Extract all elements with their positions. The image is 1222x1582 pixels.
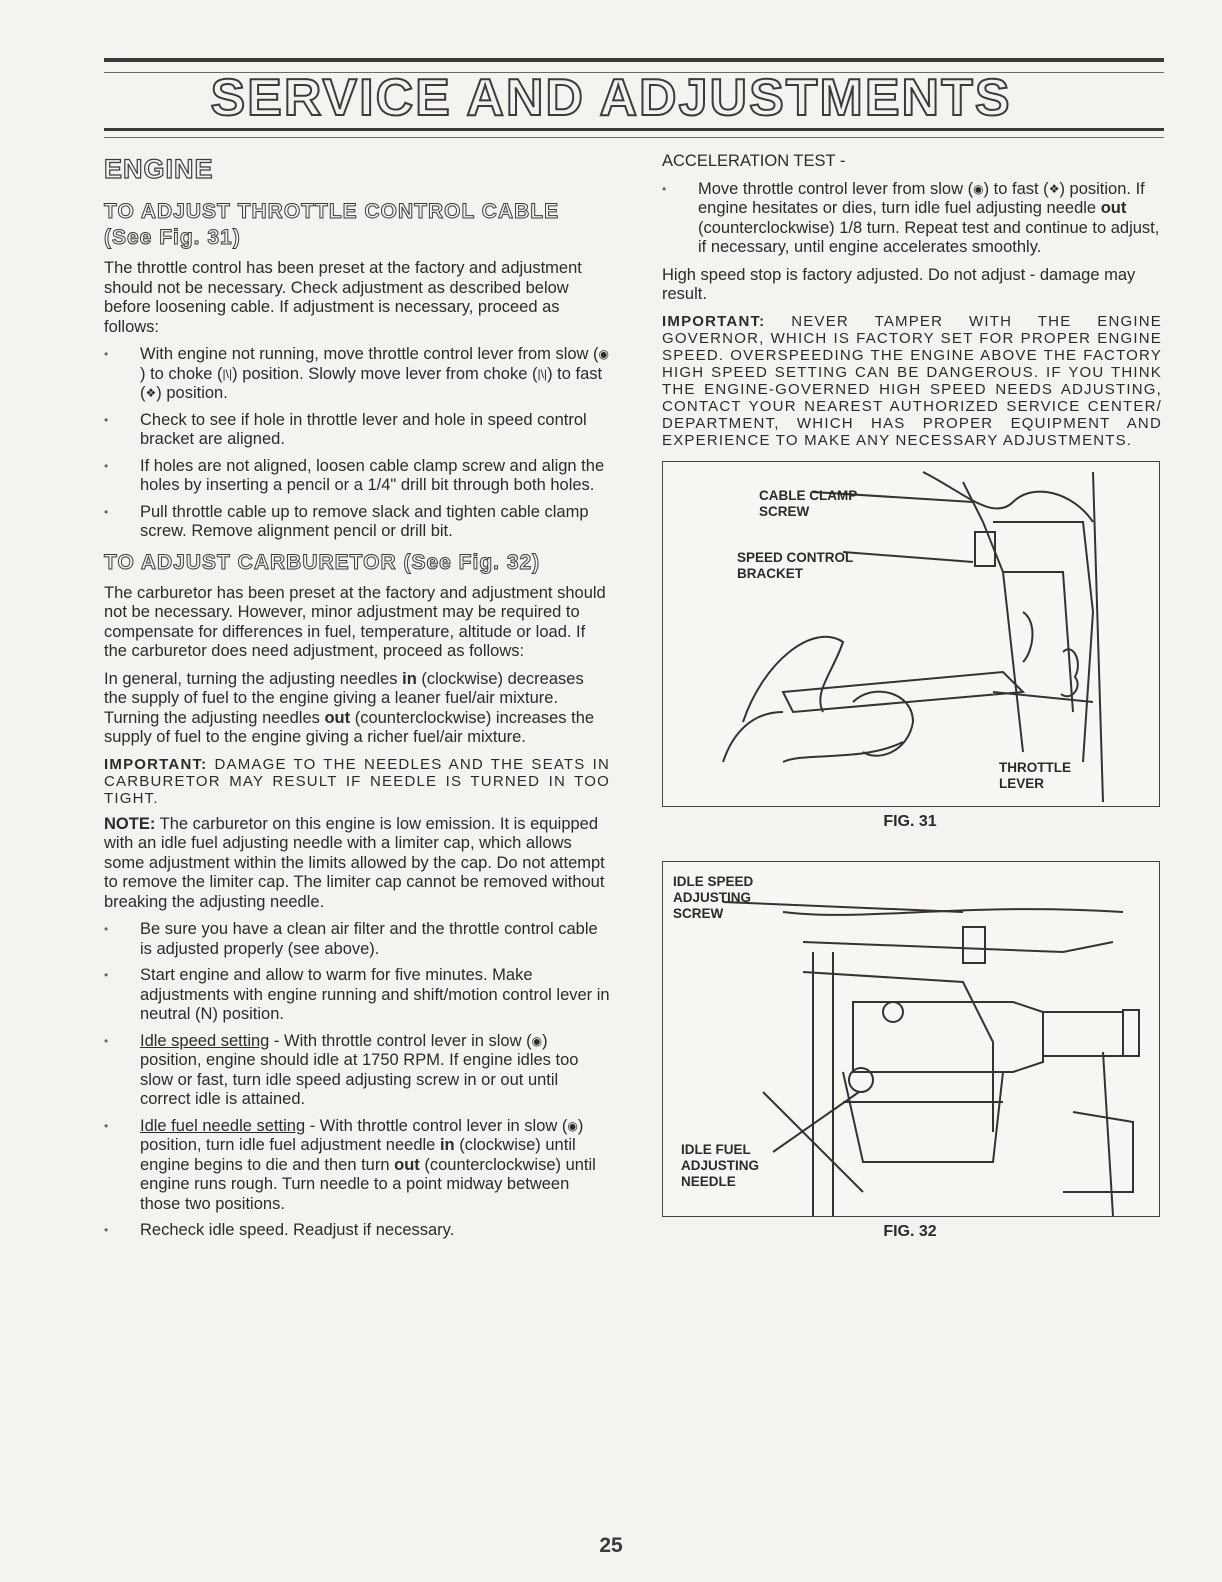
figure-31-caption: FIG. 31 (883, 812, 937, 830)
acceleration-steps (662, 180, 1162, 258)
throttle-steps (104, 345, 610, 542)
list-item: • Recheck idle speed. Readjust if necessary. (104, 1221, 610, 1241)
carburetor-important: IMPORTANT: DAMAGE TO THE NEEDLES AND THE SEATS IN CARBURETOR MAY RESULT IF NEEDLE IS TURNED IN TOO TIGHT. (104, 755, 610, 807)
carburetor-note: NOTE: The carburetor on this engine is low emission. It is equipped with an idle fuel adjusting needle with a limiter cap, which allows some adjustment within the limits allowed by the cap. Do not attempt to remove the limiter cap. The limiter cap cannot be removed without breaking the adjusting needle. (104, 814, 605, 911)
governor-important: IMPORTANT: NEVER TAMPER WITH THE ENGINE GOVERNOR, WHICH IS FACTORY SET FOR PROPER ENGINE SPEED. OVERSPEEDING THE ENGINE ABOVE THE FACTORY HIGH SPEED SETTING CAN BE DANGEROUS. IF YOU THINK THE ENGINE-GOVERNED HIGH SPEED NEEDS ADJUSTING, CONTACT YOUR NEAREST AUTHORIZED SERVICE CENTER/ DEPARTMENT, WHICH HAS PROPER EQUIPMENT AND EXPERIENCE TO MAKE ANY NECESSARY ADJUSTMENTS. (662, 312, 1162, 449)
list-item: • Be sure you have a clean air filter and the throttle control cable is adjusted properly (see above). (104, 920, 610, 959)
figure-31 (662, 461, 1160, 807)
page-number: 25 (599, 1534, 623, 1557)
list-item: • Idle fuel needle setting - With throttle control lever in slow (◉) position, turn idle fuel adjustment needle in (clockwise) until engine begins to die and then turn out (counterclockwise) until engine runs rough. Turn needle to a point midway between those two positions. (104, 1117, 610, 1215)
left-column (104, 150, 610, 1249)
fast-rabbit-icon: ❖ (145, 386, 157, 400)
figure-32 (662, 861, 1160, 1217)
list-item: • Pull throttle cable up to remove slack and tighten cable clamp screw. Remove alignment pencil or drill bit. (104, 503, 610, 542)
carburetor-intro: The carburetor has been preset at the factory and adjustment should not be necessary. However, minor adjustment may be required to compensate for differences in fuel, temperature, altitude or load. If the carburetor does need adjustment, proceed as follows: (104, 583, 606, 660)
fast-rabbit-icon: ❖ (1048, 181, 1060, 196)
slow-rabbit-icon: ◉ (598, 347, 610, 361)
list-item: • Idle speed setting - With throttle control lever in slow (◉) position, engine should idle at 1750 RPM. If engine idles too slow or fast, turn idle speed adjusting screw in or out until correct idle is attained. (104, 1032, 610, 1110)
label-throttle-lever: THROTTLE LEVER (999, 759, 1071, 791)
slow-rabbit-icon: ◉ (531, 1033, 543, 1048)
slow-rabbit-icon: ◉ (567, 1118, 578, 1133)
list-item: • Move throttle control lever from slow (◉) to fast (❖) position. If engine hesitates or dies, turn idle fuel adjusting needle out (counterclockwise) 1/8 turn. Repeat test and continue to adjust, if necessary, until engine accelerates smoothly. (662, 180, 1162, 258)
acceleration-heading: ACCELERATION TEST - (662, 152, 846, 170)
throttle-heading (104, 199, 610, 251)
list-item: • With engine not running, move throttle control lever from slow (◉) to choke (|\|) position. Slowly move lever from choke (|\|) to fast (❖) position. (104, 345, 610, 404)
header-rule-bottom (104, 128, 1164, 138)
carburetor-needles: In general, turning the adjusting needles in (clockwise) decreases the supply of fuel to the engine giving a leaner fuel/air mixture. Turning the adjusting needles out (counterclockwise) increases the supply of fuel to the engine giving a richer fuel/air mixture. (104, 669, 595, 746)
throttle-intro: The throttle control has been preset at the factory and adjustment should not be necessary. Check adjustment as described below before loosening cable. If adjustment is necessary, proceed as follows: (104, 259, 582, 336)
page-title: SERVICE AND ADJUSTMENTS (210, 69, 1012, 127)
list-item: • Check to see if hole in throttle lever and hole in speed control bracket are aligned. (104, 411, 610, 450)
label-idle-fuel-adjusting-needle: IDLE FUEL ADJUSTING NEEDLE (681, 1141, 760, 1189)
choke-icon: |\| (222, 366, 233, 381)
carburetor-steps (104, 920, 610, 1241)
list-item: • Start engine and allow to warm for five minutes. Make adjustments with engine running and shift/motion control lever in neutral (N) position. (104, 966, 610, 1025)
carburetor-heading: TO ADJUST CARBURETOR (See Fig. 32) (104, 550, 541, 574)
choke-icon: |\| (537, 366, 548, 381)
label-cable-clamp-screw: CABLE CLAMP SCREW (759, 487, 858, 519)
section-heading-engine: ENGINE (104, 154, 214, 184)
slow-rabbit-icon: ◉ (973, 181, 984, 196)
high-speed-note: High speed stop is factory adjusted. Do not adjust - damage may result. (662, 265, 1136, 303)
throttle-cable-illustration (663, 462, 1159, 806)
throttle-heading-line1: TO ADJUST THROTTLE CONTROL CABLE (104, 200, 560, 223)
list-item: • If holes are not aligned, loosen cable clamp screw and align the holes by inserting a pencil or a 1/4" drill bit through both holes. (104, 457, 610, 496)
right-column (662, 150, 1162, 1241)
label-idle-speed-adjusting-screw: IDLE SPEED ADJUSTING SCREW (673, 873, 754, 921)
throttle-heading-line2: (See Fig. 31) (104, 226, 241, 249)
label-speed-control-bracket: SPEED CONTROL BRACKET (737, 549, 854, 581)
figure-32-caption: FIG. 32 (883, 1222, 937, 1240)
